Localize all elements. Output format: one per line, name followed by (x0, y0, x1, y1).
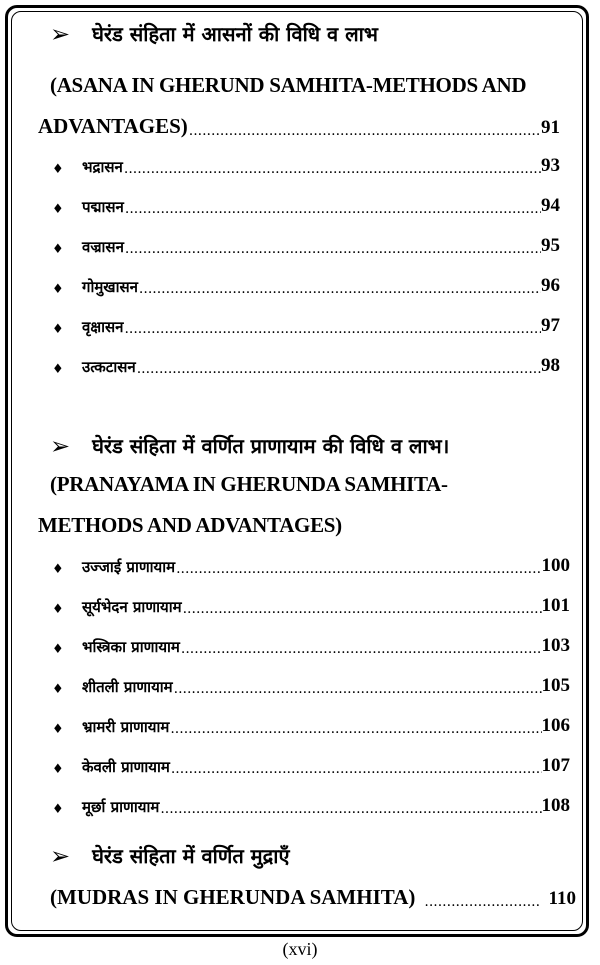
arrow-icon: ➢ (50, 19, 71, 48)
toc-item-page: 108 (541, 795, 570, 816)
section1-heading-english-line1: (ASANA IN GHERUND SAMHITA-METHODS AND (50, 73, 527, 97)
diamond-bullet-icon: ♦ (52, 282, 64, 297)
section2-heading-hindi: घेरंड संहिता में वर्णित प्राणायाम की विधि व लाभ। (92, 434, 450, 458)
toc-item[interactable] (52, 635, 570, 657)
section1-heading-english-line2 (38, 114, 560, 139)
toc-item-page: 95 (541, 235, 560, 256)
toc-item-label: भ्रामरी प्राणायाम (82, 718, 170, 736)
leader-dots (182, 601, 542, 617)
section3-heading-hindi: घेरंड संहिता में वर्णित मुद्राएँ (92, 844, 290, 868)
toc-item-label: पद्मासन (82, 198, 124, 216)
toc-item-label: सूर्यभेदन प्राणायाम (82, 598, 182, 616)
arrow-icon: ➢ (50, 841, 71, 870)
toc-item-page: 103 (541, 635, 570, 656)
toc-item-page: 101 (541, 595, 570, 616)
toc-item[interactable] (52, 355, 560, 377)
section1-heading (50, 20, 378, 47)
toc-item-label: वज्रासन (82, 238, 124, 256)
diamond-bullet-icon: ♦ (52, 562, 64, 577)
leader-dots (169, 721, 541, 737)
toc-item-page: 107 (541, 755, 570, 776)
section2-heading-english-line2: METHODS AND ADVANTAGES) (38, 513, 342, 537)
diamond-bullet-icon: ♦ (52, 682, 64, 697)
leader-dots (124, 241, 541, 257)
diamond-bullet-icon: ♦ (52, 642, 64, 657)
page-number: (xvi) (282, 939, 318, 959)
toc-item-label: वृक्षासन (82, 318, 124, 336)
toc-item-page: 106 (541, 715, 570, 736)
leader-dots (136, 361, 541, 377)
toc-item-label: उत्कटासन (82, 358, 136, 376)
leader-dots (124, 201, 541, 217)
toc-item-label: गोमुखासन (82, 278, 138, 296)
section1-heading-line2-text: ADVANTAGES) (38, 114, 188, 138)
leader-dots (423, 894, 538, 910)
toc-item-label: केवली प्राणायाम (82, 758, 170, 776)
leader-dots (173, 681, 542, 697)
diamond-bullet-icon: ♦ (52, 202, 64, 217)
section1-heading-page: 91 (541, 117, 560, 138)
toc-item-page: 96 (541, 275, 560, 296)
section3-heading-english: (MUDRAS IN GHERUNDA SAMHITA) (50, 885, 416, 909)
toc-item[interactable] (52, 715, 570, 737)
toc-item[interactable] (52, 155, 560, 177)
diamond-bullet-icon: ♦ (52, 762, 64, 777)
toc-item-page: 97 (541, 315, 560, 336)
toc-item-page: 93 (541, 155, 560, 176)
section2-heading (50, 432, 449, 459)
toc-item-label: शीतली प्राणायाम (82, 678, 173, 696)
arrow-icon: ➢ (50, 431, 71, 460)
toc-item[interactable] (52, 275, 560, 297)
toc-item[interactable] (52, 195, 560, 217)
toc-item-label: मूर्छा प्राणायाम (82, 798, 160, 816)
leader-dots (170, 761, 542, 777)
toc-item[interactable] (52, 755, 570, 777)
diamond-bullet-icon: ♦ (52, 802, 64, 817)
toc-item[interactable] (52, 555, 570, 577)
diamond-bullet-icon: ♦ (52, 322, 64, 337)
leader-dots (175, 561, 541, 577)
diamond-bullet-icon: ♦ (52, 722, 64, 737)
section3-heading (50, 842, 290, 869)
diamond-bullet-icon: ♦ (52, 162, 64, 177)
toc-item-label: उज्जाई प्राणायाम (82, 558, 176, 576)
toc-item-page: 105 (541, 675, 570, 696)
toc-item-label: भद्रासन (82, 158, 123, 176)
diamond-bullet-icon: ♦ (52, 602, 64, 617)
toc-item[interactable] (52, 315, 560, 337)
leader-dots (188, 123, 541, 139)
toc-item[interactable] (52, 595, 570, 617)
toc-item[interactable] (52, 795, 570, 817)
diamond-bullet-icon: ♦ (52, 362, 64, 377)
toc-item-page: 94 (541, 195, 560, 216)
toc-item-label: भस्त्रिका प्राणायाम (82, 638, 180, 656)
leader-dots (159, 801, 541, 817)
leader-dots (138, 281, 541, 297)
leader-dots (123, 321, 541, 337)
diamond-bullet-icon: ♦ (52, 242, 64, 257)
section2-heading-english-line1: (PRANAYAMA IN GHERUNDA SAMHITA- (50, 472, 448, 496)
toc-item[interactable] (52, 675, 570, 697)
toc-item-page: 100 (541, 555, 570, 576)
section3-page: 110 (548, 888, 576, 909)
toc-item[interactable] (52, 235, 560, 257)
section1-heading-hindi: घेरंड संहिता में आसनों की विधि व लाभ (92, 22, 378, 46)
leader-dots (180, 641, 542, 657)
section3-entry[interactable] (50, 885, 576, 910)
toc-item-page: 98 (541, 355, 560, 376)
leader-dots (123, 161, 541, 177)
